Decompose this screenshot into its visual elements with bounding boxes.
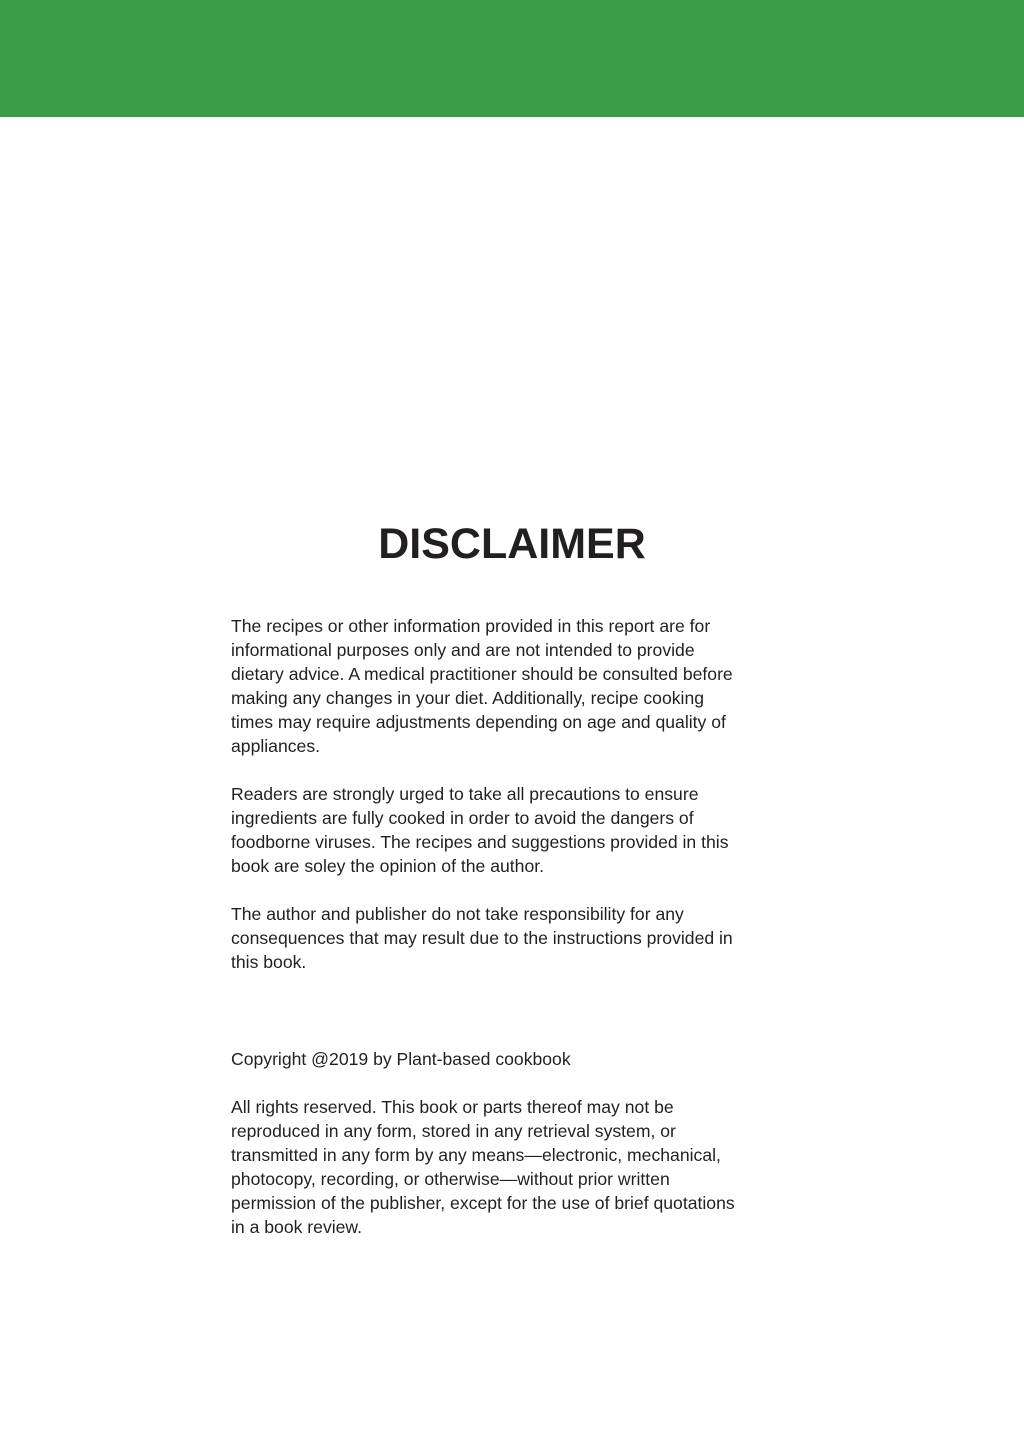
text-line: informational purposes only and are not intended to provide [231, 640, 695, 660]
disclaimer-paragraph-1 [231, 614, 791, 758]
text-line: photocopy, recording, or otherwise—without prior written [231, 1169, 670, 1189]
rights-paragraph [231, 1095, 791, 1239]
text-line: dietary advice. A medical practitioner should be consulted before [231, 664, 733, 684]
copyright-line: Copyright @2019 by Plant-based cookbook [231, 1049, 571, 1069]
text-line: times may require adjustments depending on age and quality of [231, 712, 726, 732]
header-color-band [0, 0, 1024, 117]
text-line: permission of the publisher, except for the use of brief quotations [231, 1193, 735, 1213]
text-line: consequences that may result due to the instructions provided in [231, 928, 733, 948]
text-line: this book. [231, 952, 307, 972]
text-line: The author and publisher do not take responsibility for any [231, 904, 684, 924]
text-line: making any changes in your diet. Additionally, recipe cooking [231, 688, 705, 708]
text-line: The recipes or other information provided in this report are for [231, 616, 711, 636]
text-line: in a book review. [231, 1217, 363, 1237]
text-line: reproduced in any form, stored in any retrieval system, or [231, 1121, 676, 1141]
text-line: transmitted in any form by any means—electronic, mechanical, [231, 1145, 721, 1165]
text-line: foodborne viruses. The recipes and suggestions provided in this [231, 832, 729, 852]
disclaimer-paragraph-3 [231, 902, 791, 974]
text-line: Readers are strongly urged to take all precautions to ensure [231, 784, 699, 804]
page-title: DISCLAIMER [378, 520, 646, 568]
text-line: appliances. [231, 736, 321, 756]
text-line: All rights reserved. This book or parts thereof may not be [231, 1097, 674, 1117]
disclaimer-paragraph-2 [231, 782, 791, 878]
text-line: book are soley the opinion of the author. [231, 856, 545, 876]
text-line: ingredients are fully cooked in order to avoid the dangers of [231, 808, 694, 828]
